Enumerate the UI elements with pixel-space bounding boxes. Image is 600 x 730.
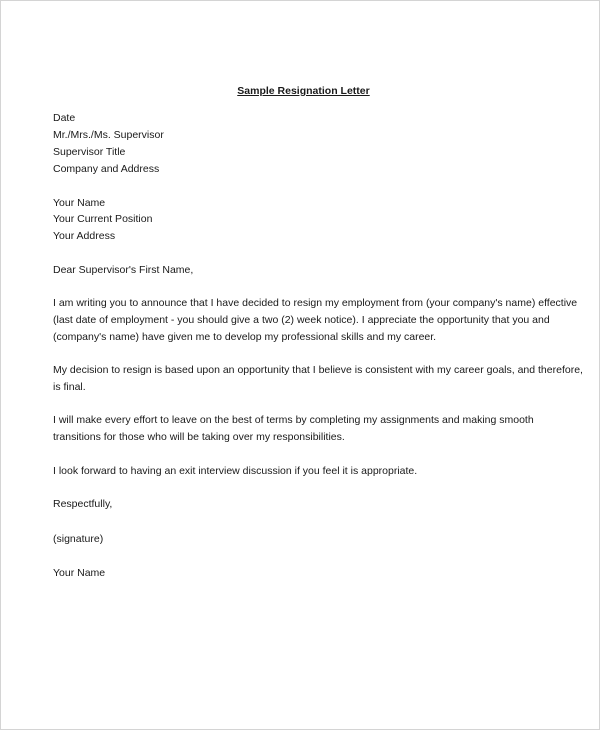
paragraph-line: (company's name) have given me to develop my professional skills and my career.: [53, 331, 437, 343]
sender-address: Your Address: [53, 230, 116, 242]
paragraph-line: I am writing you to announce that I have decided to resign my employment from (your company's name) effective: [53, 297, 578, 309]
paragraph-transition: [53, 412, 563, 446]
recipient-company: Company and Address: [53, 163, 160, 175]
paragraph-line: is final.: [53, 381, 86, 393]
salutation: Dear Supervisor's First Name,: [53, 264, 194, 276]
signature: (signature): [53, 533, 104, 545]
paragraph-line: My decision to resign is based upon an opportunity that I believe is consistent with my career goals, and therefore,: [53, 364, 583, 376]
paragraph-line: I look forward to having an exit interview discussion if you feel it is appropriate.: [53, 465, 418, 477]
recipient-date: Date: [53, 112, 76, 124]
paragraph-line: transitions for those who will be taking over my responsibilities.: [53, 431, 345, 443]
paragraph-line: I will make every effort to leave on the best of terms by completing my assignments and making smooth: [53, 414, 534, 426]
sender-name: Your Name: [53, 197, 106, 209]
paragraph-line: (last date of employment - you should give a two (2) week notice). I appreciate the opportunity that you and: [53, 314, 550, 326]
paragraph-exit-interview: [53, 463, 563, 480]
letter-title: Sample Resignation Letter: [237, 85, 370, 97]
sender-position: Your Current Position: [53, 213, 153, 225]
closing: Respectfully,: [53, 498, 113, 510]
paragraph-announcement: [53, 295, 578, 346]
signoff-name: Your Name: [53, 567, 106, 579]
paragraph-decision: [53, 362, 583, 396]
recipient-title: Supervisor Title: [53, 146, 126, 158]
recipient-name: Mr./Mrs./Ms. Supervisor: [53, 129, 164, 141]
